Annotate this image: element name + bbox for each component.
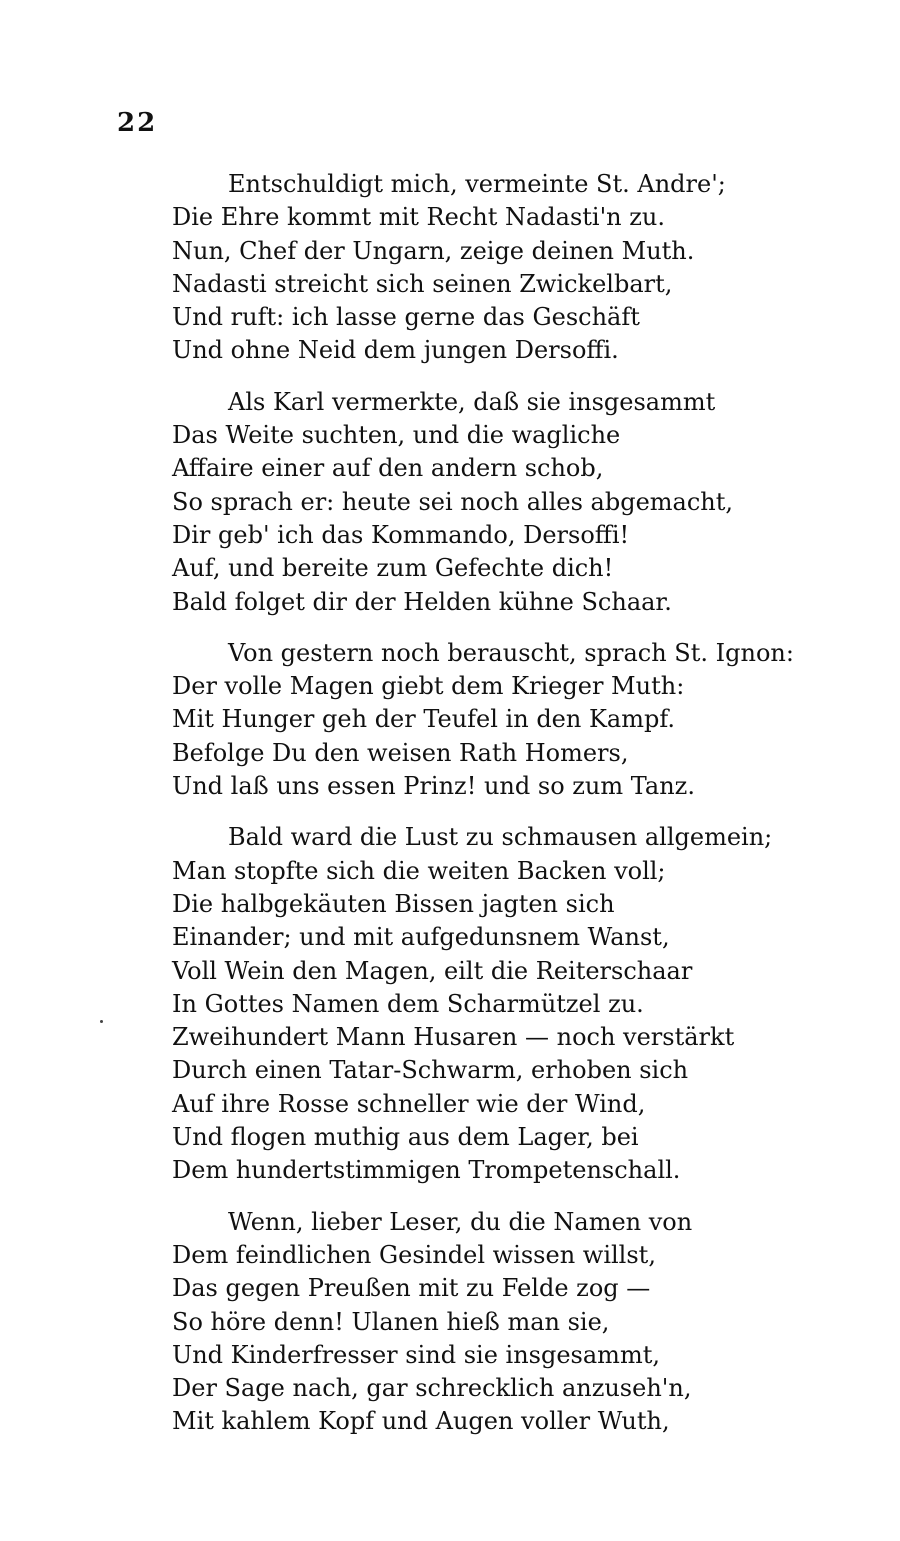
- verse-line: So sprach er: heute sei noch alles abgemacht,: [172, 487, 734, 516]
- verse-line: Auf ihre Rosse schneller wie der Wind,: [172, 1089, 646, 1118]
- poem-body: [172, 168, 872, 1457]
- verse-line: Affaire einer auf den andern schob,: [172, 454, 604, 483]
- verse-line: Mit Hunger geh der Teufel in den Kampf.: [172, 705, 675, 734]
- verse-line: Der Sage nach, gar schrecklich anzuseh'n,: [172, 1374, 692, 1403]
- verse-line: Die halbgekäuten Bissen jagten sich: [172, 889, 615, 918]
- verse-line: Befolge Du den weisen Rath Homers,: [172, 738, 629, 767]
- verse-line: Und ohne Neid dem jungen Dersoffi.: [172, 336, 619, 365]
- verse-line: Und ruft: ich lasse gerne das Geschäft: [172, 303, 640, 332]
- verse-line: Entschuldigt mich, vermeinte St. Andre';: [228, 170, 726, 198]
- verse-line: Wenn, lieber Leser, du die Namen von: [228, 1207, 693, 1236]
- verse-line: Das gegen Preußen mit zu Felde zog —: [172, 1274, 651, 1303]
- verse-line: Und flogen muthig aus dem Lager, bei: [172, 1123, 639, 1152]
- verse-line: Die Ehre kommt mit Recht Nadasti'n zu.: [172, 203, 665, 232]
- verse-line: Und Kinderfresser sind sie insgesammt,: [172, 1340, 660, 1369]
- verse-line: Auf, und bereite zum Gefechte dich!: [172, 554, 614, 583]
- verse-line: Dem hundertstimmigen Trompetenschall.: [172, 1156, 681, 1185]
- verse-line: In Gottes Namen dem Scharmützel zu.: [172, 989, 644, 1018]
- verse-line: Zweihundert Mann Husaren — noch verstärkt: [172, 1023, 735, 1052]
- verse-line: Der volle Magen giebt dem Krieger Muth:: [172, 672, 685, 701]
- verse-line: Durch einen Tatar-Schwarm, erhoben sich: [172, 1056, 689, 1085]
- page-number: 22: [117, 108, 158, 138]
- verse-line: Das Weite suchten, und die wagliche: [172, 421, 621, 450]
- verse-line: Nadasti streicht sich seinen Zwickelbart,: [172, 269, 673, 298]
- stanza-2: [172, 386, 872, 619]
- verse-line: Man stopfte sich die weiten Backen voll;: [172, 856, 666, 885]
- verse-line: Bald ward die Lust zu schmausen allgemein;: [228, 823, 773, 852]
- stanza-1: [172, 168, 872, 368]
- verse-line: Als Karl vermerkte, daß sie insgesammt: [228, 387, 716, 416]
- verse-line: Voll Wein den Magen, eilt die Reiterschaar: [172, 956, 693, 985]
- verse-line: Dir geb' ich das Kommando, Dersoffi!: [172, 520, 630, 549]
- verse-line: Mit kahlem Kopf und Augen voller Wuth,: [172, 1407, 670, 1436]
- verse-line: Bald folget dir der Helden kühne Schaar.: [172, 587, 672, 616]
- stanza-5: [172, 1206, 872, 1439]
- print-speck: [100, 1020, 103, 1023]
- verse-line: Und laß uns essen Prinz! und so zum Tanz.: [172, 772, 695, 801]
- verse-line: Dem feindlichen Gesindel wissen willst,: [172, 1240, 656, 1269]
- verse-line: So höre denn! Ulanen hieß man sie,: [172, 1307, 610, 1336]
- verse-line: Nun, Chef der Ungarn, zeige deinen Muth.: [172, 236, 695, 265]
- verse-line: Von gestern noch berauscht, sprach St. Ignon:: [228, 638, 794, 667]
- verse-line: Einander; und mit aufgedunsnem Wanst,: [172, 923, 670, 952]
- stanza-4: [172, 821, 872, 1187]
- stanza-3: [172, 637, 872, 803]
